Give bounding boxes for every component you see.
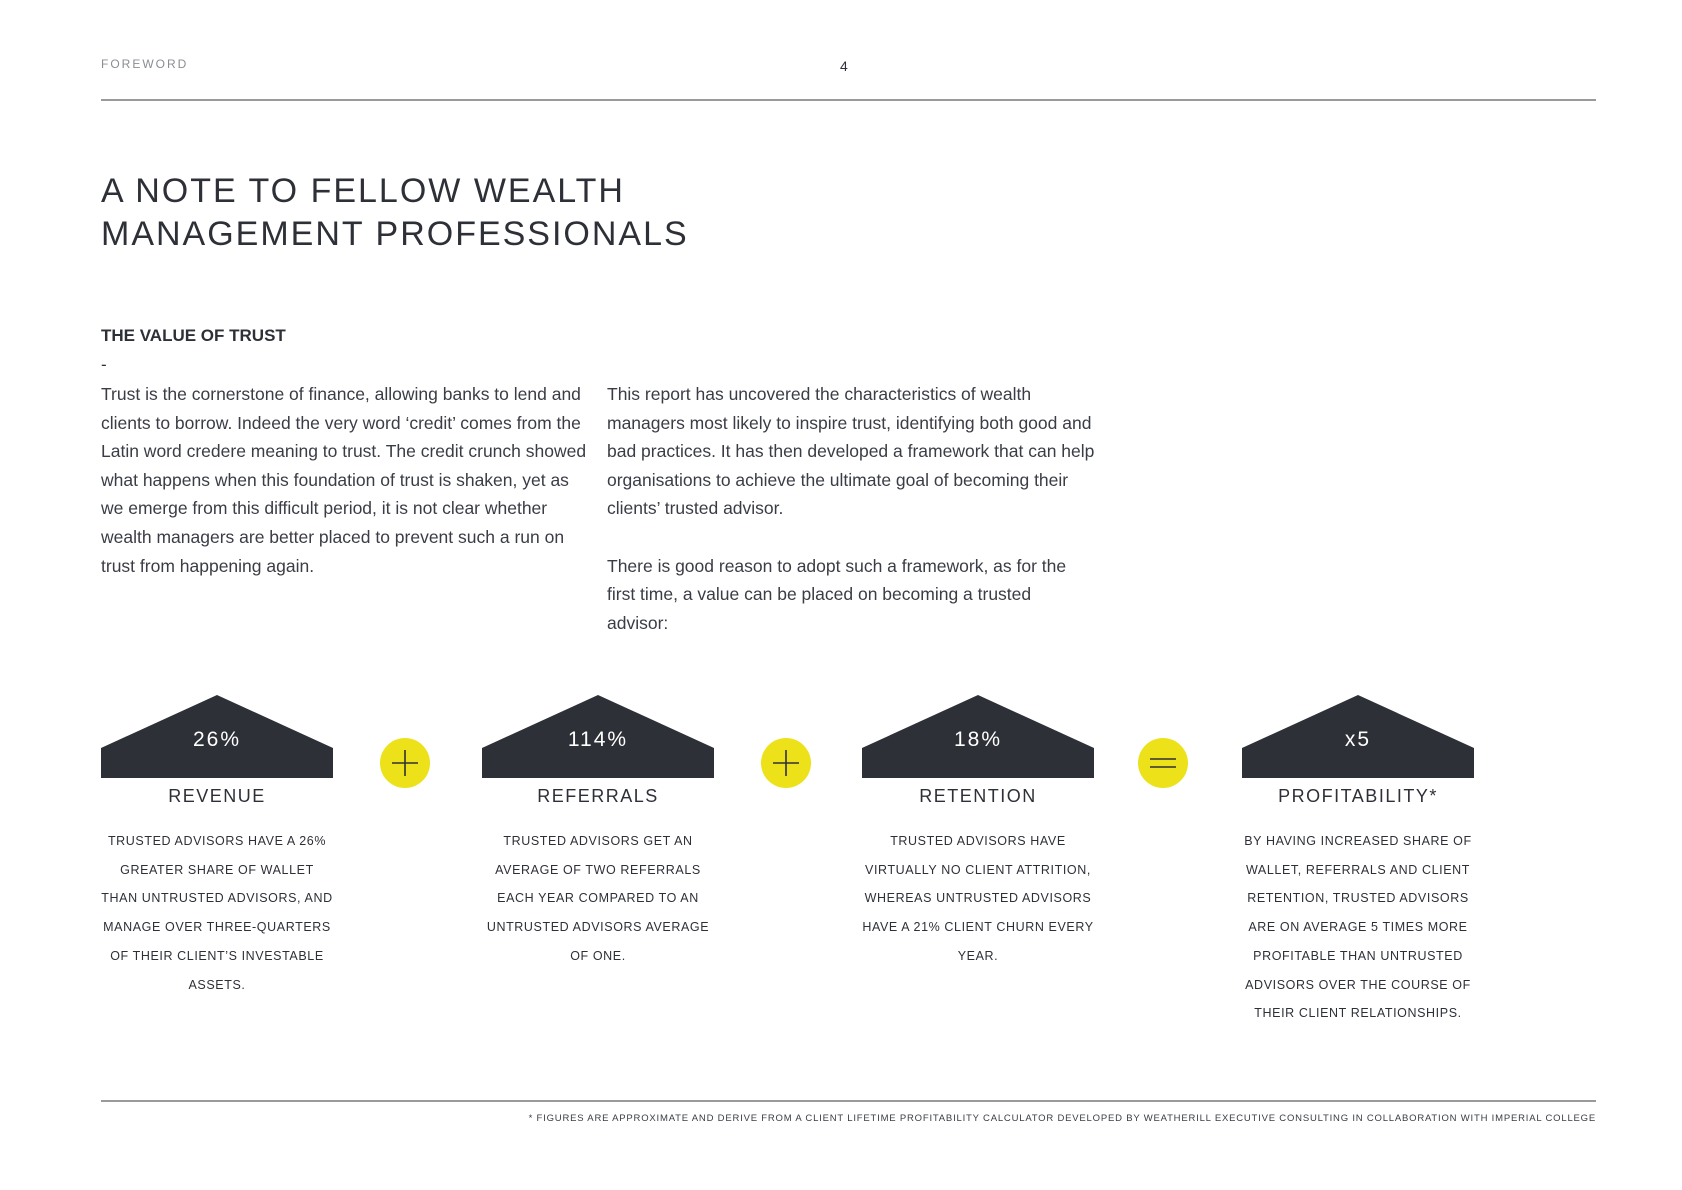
body-right-paragraph-2: There is good reason to adopt such a framework, as for the first time, a value can be placed on becoming a trusted advisor: — [607, 555, 1067, 633]
page-title: A NOTE TO FELLOW WEALTH MANAGEMENT PROFESSIONALS — [101, 172, 689, 253]
page-number: 4 — [840, 58, 848, 74]
footnote: * FIGURES ARE APPROXIMATE AND DERIVE FROM A CLIENT LIFETIME PROFITABILITY CALCULATOR DEVELOPED BY WEATHERILL EXECUTIVE CONSULTING IN COLLABORATION WITH IMPERIAL COLLEGE — [528, 1113, 1596, 1124]
plus-icon — [761, 738, 811, 788]
stat-house-shape — [862, 693, 1094, 778]
stat-value: 114% — [567, 728, 629, 751]
stat-card-referrals — [482, 693, 714, 971]
stat-card-profitability — [1242, 693, 1474, 1028]
header-section-label: FOREWORD — [101, 57, 189, 71]
stat-description: TRUSTED ADVISORS HAVE VIRTUALLY NO CLIENT ATTRITION, WHEREAS UNTRUSTED ADVISORS HAVE A 21% CLIENT CHURN EVERY YEAR. — [862, 834, 1094, 963]
body-right-paragraph-1: This report has uncovered the characteristics of wealth managers most likely to inspire trust, identifying both good and bad practices. It has then developed a framework that can help organisations to achieve the ultimate goal of becoming their clients’ trusted advisor. — [607, 384, 1095, 519]
section-heading: THE VALUE OF TRUST — [101, 326, 286, 345]
section-heading-dash: - — [101, 355, 107, 374]
stat-value: 18% — [953, 728, 1003, 751]
stat-house-shape — [1242, 693, 1474, 778]
stat-value: 26% — [192, 728, 242, 751]
stat-value: x5 — [1344, 728, 1372, 751]
footer-divider — [101, 1100, 1596, 1102]
stat-card-retention — [862, 693, 1094, 971]
body-right-column — [607, 380, 1097, 637]
plus-icon — [380, 738, 430, 788]
stat-label: RETENTION — [919, 786, 1037, 806]
header-divider — [101, 99, 1596, 101]
stat-description: TRUSTED ADVISORS GET AN AVERAGE OF TWO REFERRALS EACH YEAR COMPARED TO AN UNTRUSTED ADVISORS AVERAGE OF ONE. — [486, 834, 710, 963]
stat-card-revenue — [101, 693, 333, 999]
equals-icon — [1138, 738, 1188, 788]
body-left-paragraph: Trust is the cornerstone of finance, allowing banks to lend and clients to borrow. Indeed the very word ‘credit’ comes from the Latin word credere meaning to trust. The credit crunch showed what happens when this foundation of trust is shaken, yet as we emerge from this difficult period, it is not clear whether wealth managers are better placed to prevent such a run on trust from happening again. — [101, 384, 587, 576]
stat-house-shape — [101, 693, 333, 778]
stat-house-shape — [482, 693, 714, 778]
stat-description: TRUSTED ADVISORS HAVE A 26% GREATER SHARE OF WALLET THAN UNTRUSTED ADVISORS, AND MANAGE OVER THREE-QUARTERS OF THEIR CLIENT’S INVESTABLE ASSETS. — [101, 834, 333, 992]
stat-label: REFERRALS — [537, 786, 659, 806]
stat-description: BY HAVING INCREASED SHARE OF WALLET, REFERRALS AND CLIENT RETENTION, TRUSTED ADVISORS ARE ON AVERAGE 5 TIMES MORE PROFITABLE THAN UNTRUSTED ADVISORS OVER THE COURSE OF THEIR CLIENT RELATIONSHIPS. — [1244, 834, 1472, 1021]
stat-label: REVENUE — [168, 786, 266, 806]
stat-label: PROFITABILITY* — [1278, 786, 1438, 806]
